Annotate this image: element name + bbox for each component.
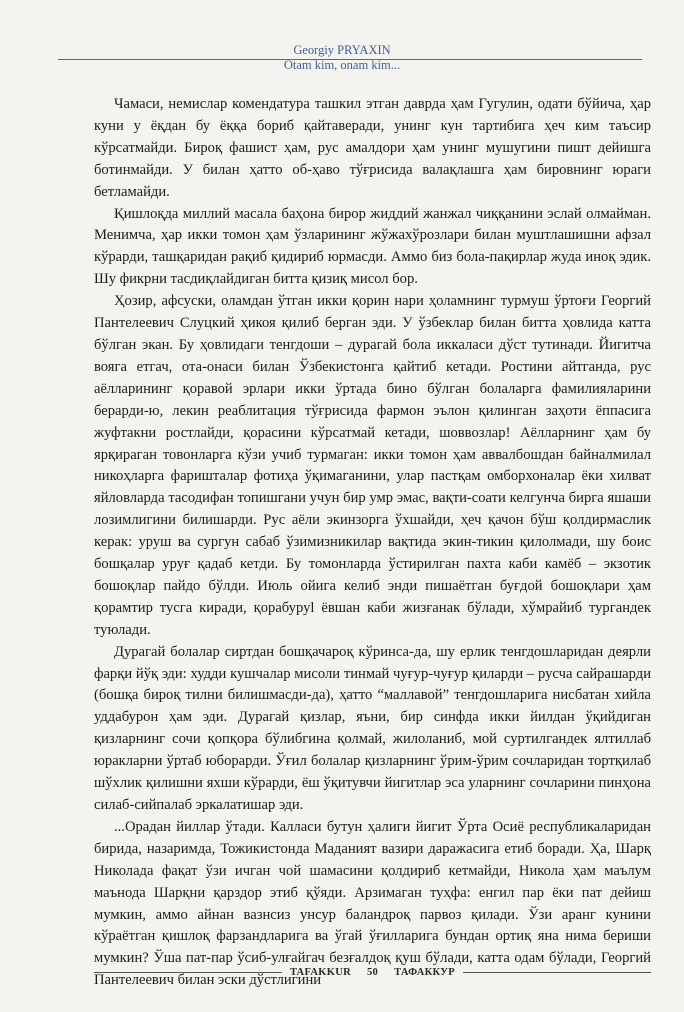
header-rule [58,59,642,60]
paragraph: Дурагай болалар сиртдан бошқачароқ кўринса-да, шу ерлик тенгдошларидан деярли фарқи йўқ эди: худди кушчалар мисоли тинмай чуғур-чуғур қиларди – русча сайрашарди (бошқа бироқ тилни билишмасди-да), ҳатто “маллавой” тенгдошларига нисбатан хийла уддабурон ҳам эди. Дурагай қизлар, яъни, бир синфда икки йилдан ўқийдиган қизларнинг сочи қопқора бўлибгина қолмай, жилоланиб, мой суртилгандек ялтиллаб юракларни ўртаб юборарди. Ўғил болалар қизларнинг ўрим-ўрим сочларидан тортқилаб шўхлик қилишни яхши кўрарди, ёш ўқитувчи йигитлар эса уларнинг сочларини пинҳона силаб-сийпалаб эркалатишар эди. [94,643,651,813]
footer-journal-latin: TAFAKKUR [290,966,351,978]
footer-journal-cyrillic: ТАФАККУР [394,966,455,978]
page-footer [94,965,651,979]
author-name: Georgiy PRYAXIN [293,43,391,57]
footer-rule-right [463,972,651,973]
work-title: Otam kim, onam kim... [283,58,401,72]
footer-rule-left [94,972,282,973]
paragraph: Ҳозир, афсуски, оламдан ўтган икки қорин нари ҳоламнинг турмуш ўртоғи Георгий Пантелеевич Слуцкий ҳикоя қилиб берган эди. У ўзбеклар билан битта ҳовлида катта бўлган экан. Бу ҳовлидаги тенгдоши – дурагай бола иккаласи дўст тутинади. Йигитча вояга етгач, ота-онаси билан Ўзбекистонга қайтиб кетади. Ростини айтганда, рус аёлларининг қоравой эрлари икки ўртада бино бўлган болаларга фамилияларини берарди-ю, лекин реаблитация тўғрисида фармон эълон қилинган заҳоти ёппасига жуфтакни ростлайди, қорасини кўрсатмай кетади, шоввозлар! Аёлларнинг ҳам бу ярқираган товонларга кўзи учиб турмаган: икки томон ҳам аввалбошдан байналмилал никоҳларга фаришталар фотиҳа ўқимаганини, улар пастқам омборхоналар ёки хилват яйловларда тасодифан топишгани учун бир умр эмас, вақти-соати келгунча бирга яшаши лозимлигини билишарди. Рус аёли экинзорга ўхшайди, ҳеч қачон бўш қолдирмаслик керак: уруш ва сургун сабаб ўзимизникилар вақтида экин-тикин қилолмади, шу боис бошқалар уруғ қадаб кетди. Бу томонларда ўстирилган пахта каби камёб – экзотик бошоқлар пайдо бўлди. Июль ойига келиб энди пишаётган буғдой бошоқлари ҳам қорамтир тусга киради, қорабуруl ёвшан каби жизғанак бўлади, хўмрайиб тургандек туюлади. [94,293,651,638]
page-number: 50 [366,966,379,978]
paragraph: Чамаси, немислар комендатура ташкил этган даврда ҳам Гугулин, одати бўйича, ҳар куни у ёқдан бу ёққа бориб қайтаверади, унинг кун тартибига ҳеч ким таъсир кўрсатмайди. Бироқ фашист ҳам, рус амалдори ҳам унинг мушугини пишт дейишга ботинмайди. У билан ҳатто об-ҳаво тўғрисида валақлашга ҳам бировнинг юраги бетламайди. [94,96,651,200]
body-text [94,94,651,992]
paragraph: ...Орадан йиллар ўтади. Калласи бутун ҳалиги йигит Ўрта Осиё республикаларидан бирида, назаримда, Тожикистонда Маданият вазири даражасига етиб боради. Ҳа, Шарқ Николада фақат ўзи ичган чой шамасини қолдириб кетмайди, Никола ҳам маълум маънода Шарқни қарздор этиб қўяди. Арзимаган туҳфа: енгил пар ёки пат дейиш мумкин, аммо айнан вазнсиз унсур баландроқ парвоз қилади. Ўзи аранг кунини кўраётган қишлоқ фарзандларига ва ўгай ўғилларига бундан ортиқ яна нима бериши мумкин? Ўша пат-пар ўсиб-улғайгач безғалдоқ қуш бўлади, катта одам бўлади, Георгий Пантелеевич билан эски дўстлигини [94,818,651,989]
running-head [0,44,684,72]
paragraph: Қишлоқда миллий масала баҳона бирор жиддий жанжал чиққанини эслай олмайман. Менимча, ҳар икки томон ҳам ўзларининг жўжахўрозлари билан муштлашишни афзал кўрарди, ташқаридан рақиб қидириб юрмасди. Аммо биз бола-пақирлар жуда иноқ эдик. Шу фикрни тасдиқлайдиган битта қизиқ мисол бор. [94,205,651,288]
